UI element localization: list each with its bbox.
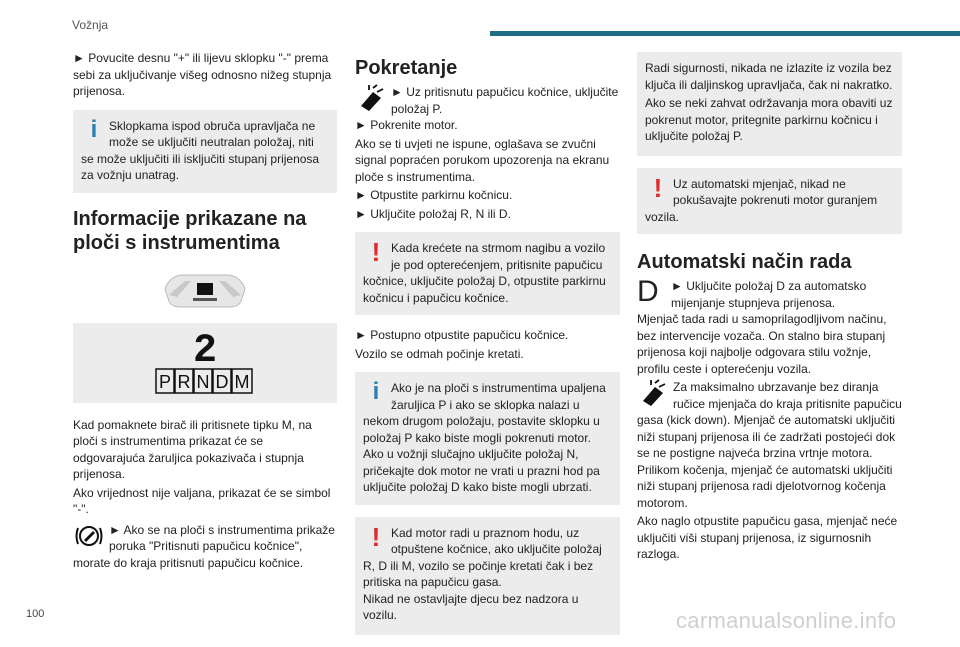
warning-note-text: Kada krećete na strmom nagibu a vozilo je pod opterećenjem, pritisnite papučicu kočnice, uključite položaj D, otpustite parkirnu kočnicu i papučicu kočnice.	[363, 241, 606, 305]
note-text: Radi sigurnosti, nikada ne izlazite iz vozila bez ključa ili daljinskog upravljača, čak ni nakratko.	[645, 61, 893, 92]
warning-note-text: Kad motor radi u praznom hodu, uz otpuštene kočnice, ako uključite položaj R, D ili M, vozilo se počinje kretati čak i bez pritiska na papučicu gasa.	[363, 525, 602, 589]
display-letter: N	[196, 371, 210, 392]
info-note	[355, 372, 620, 505]
paragraph: Ako vrijednost nije valjana, prikazat će se simbol "-".	[73, 485, 331, 516]
paragraph: Ako se ti uvjeti ne ispune, oglašava se zvučni signal popraćen porukom upozorenja na ekranu ploče s instrumentima.	[355, 136, 610, 184]
brake-warning-icon	[73, 522, 105, 550]
info-icon: i	[372, 378, 380, 405]
display-gear: 2	[192, 328, 218, 374]
display-letter: D	[215, 371, 229, 392]
brake-pedal-icon	[355, 84, 387, 112]
info-note	[73, 110, 337, 193]
warning-note	[355, 517, 620, 635]
paragraph: ► Pokrenite motor.	[355, 118, 458, 132]
paragraph: Prilikom kočenja, mjenjač će automatski uključiti niži stupanj prijenosa radi djelotvornog kočenja motorom.	[637, 462, 893, 510]
paragraph: ► Uključite položaj R, N ili D.	[355, 206, 511, 221]
gear-display-illustration	[73, 323, 337, 403]
display-letter: P	[158, 371, 172, 392]
paragraph: ► Ako se na ploči s instrumentima prikaže poruka "Pritisnuti papučicu kočnice", morate do kraja pritisnuti papučicu kočnice.	[73, 522, 335, 570]
column-1	[73, 50, 337, 571]
paragraph: Kad pomaknete birač ili pritisnete tipku M, na ploči s instrumentima prikazat će se odgovarajuća žaruljica pokazivača i stupnja prijenosa.	[73, 417, 312, 481]
warning-icon: !	[653, 172, 663, 203]
info-note-text: Sklopkama ispod obruča upravljača ne može se uključiti neutralan položaj, niti se može uključiti ili isključiti stupanj prijenosa za vožnju unatrag.	[81, 118, 320, 182]
warning-note	[637, 168, 902, 235]
warning-note	[355, 232, 620, 315]
paragraph: Vozilo se odmah počinje kretati.	[355, 346, 524, 361]
page-number: 100	[26, 608, 45, 620]
paragraph: ► Uz pritisnutu papučicu kočnice, uključite položaj P.	[391, 85, 619, 116]
paragraph: ► Uključite položaj D za automatsko mijenjanje stupnjeva prijenosa.	[671, 279, 867, 310]
display-letters	[156, 369, 252, 393]
accelerator-pedal-icon	[637, 379, 669, 407]
section-title: Vožnja	[72, 18, 109, 32]
section-heading: Pokretanje	[355, 57, 458, 79]
paragraph: ► Otpustite parkirnu kočnicu.	[355, 188, 513, 202]
section-heading: Informacije prikazane na ploči s instrumentima	[73, 207, 307, 254]
note-text: Ako se neki zahvat održavanja mora obaviti uz pokrenut motor, pritegnite parkirnu kočnicu i uključite položaj P.	[645, 96, 893, 143]
info-note-text: Ako je na ploči s instrumentima upaljena žaruljica P i ako se sklopka nalazi u nekom drugom položaju, postavite sklopku u položaj P kako biste mogli pokrenuti motor. Ako u vožnji slučajno uključite položaj N, pričekajte dok motor ne vrati u prazni hod pa uključite položaj D kako biste mogli ubrzati.	[363, 381, 606, 494]
header-accent-bar	[490, 31, 960, 36]
drive-mode-icon: D	[637, 275, 659, 308]
column-3	[637, 50, 902, 565]
warning-note-text: Nikad ne ostavljajte djecu bez nadzora u vozilu.	[363, 591, 579, 622]
display-letter: M	[234, 371, 250, 392]
info-icon: i	[90, 115, 98, 143]
paragraph: Ako naglo otpustite papučicu gasa, mjenjač neće uključiti viši stupanj prijenosa, iz sigurnosnih razloga.	[637, 514, 898, 561]
paragraph: ► Povucite desnu "+" ili lijevu sklopku "-" prema sebi za uključivanje višeg odnosno nižeg stupnja prijenosa.	[73, 51, 332, 98]
warning-icon: !	[371, 521, 381, 552]
instrument-panel-illustration	[73, 267, 337, 319]
warning-note-text: Uz automatski mjenjač, nikad ne pokušavajte pokrenuti motor guranjem vozila.	[645, 176, 878, 224]
paragraph: ► Postupno otpustite papučicu kočnice.	[355, 328, 569, 342]
warning-icon: !	[371, 237, 381, 267]
paragraph: Za maksimalno ubrzavanje bez diranja ručice mjenjača do kraja pritisnite papučicu gasa (kick down). Mjenjač će automatski uključiti niži stupanj prijenosa ili će zadržati postojeći dok se ne postigne najveća brzina vrtnje motora.	[637, 380, 902, 460]
paragraph: Mjenjač tada radi u samoprilagodljivom načinu, bez intervencije vozača. On stalno bira stupanj prijenosa koji najbolje odgovara stilu vožnje, profilu ceste i opterećenju vozila.	[637, 312, 887, 376]
section-heading: Automatski način rada	[637, 251, 852, 273]
display-letter: R	[177, 371, 191, 392]
note-box	[637, 52, 902, 156]
watermark: carmanualsonline.info	[676, 608, 897, 633]
column-2	[355, 50, 620, 647]
